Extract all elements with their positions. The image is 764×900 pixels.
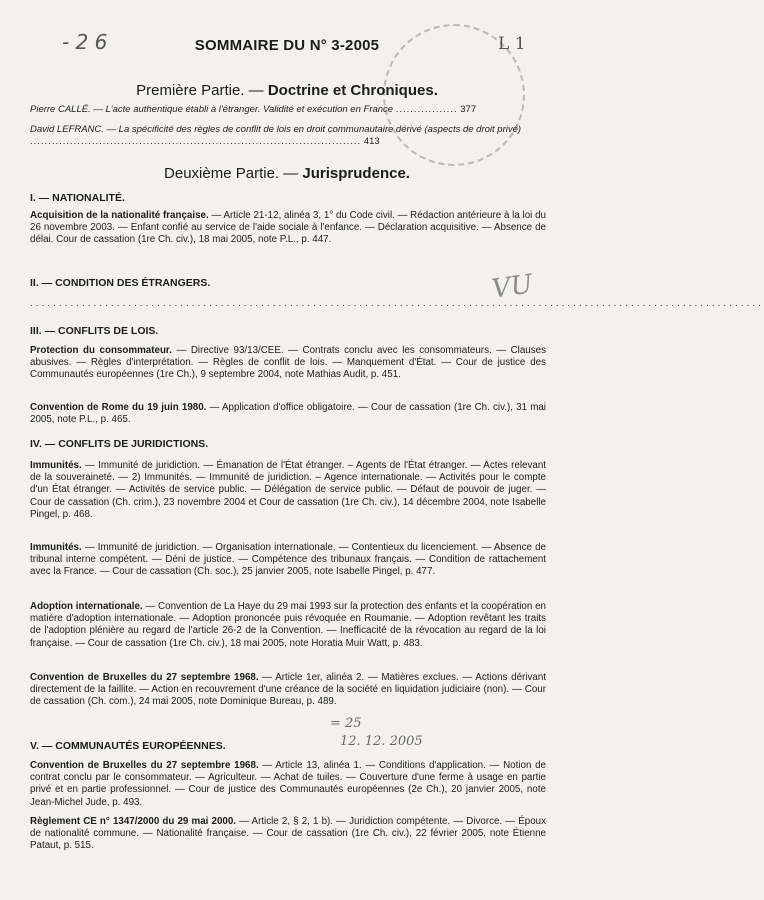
summary-entry: Immunités. — Immunité de juridiction. — Émanation de l'État étranger. – Agents de l'État étranger. — Actes relevant de la souveraineté. — 2) Immunités. — Immunité de juridiction. – Agence internationale. — Activités pour le compte d'un État étranger. — Activités de service public. — Délégation de service public. — Défaut de pouvoir de juger. — Cour de cassation (Ch. crim.), 23 novembre 2004 et Cour de cassation (1re Ch. civ.), 14 décembre 2004, note Isabelle Pingel, p. 468. xyxy=(30,460,546,520)
part-one-heading: Première Partie. — Doctrine et Chroniques. xyxy=(136,82,438,99)
summary-entry: Règlement CE n° 1347/2000 du 29 mai 2000. — Article 2, § 2, 1 b). — Juridiction compétente. — Divorce. — Époux de nationalité commune. — Nationalité française. — Cour de cassation (1re Ch. civ.), 22 février 2005, note Étienne Pataut, p. 515. xyxy=(30,816,546,852)
summary-entry: Protection du consommateur. — Directive 93/13/CEE. — Contrats conclu avec les consommateurs. — Clauses abusives. — Règles d'interprétation. — Règles de conflit de lois. — Manquement d'État. — Cour de justice des Communautés européennes (1re Ch.), 9 septembre 2004, note Mathias Audit, p. 451. xyxy=(30,345,546,381)
summary-entry: Acquisition de la nationalité française. — Article 21-12, alinéa 3, 1° du Code civil. — Rédaction antérieure à la loi du 26 novembre 2003. — Enfant confié au service de l'aide sociale à l'enfance. — Déclaration acquisitive. — Absence de délai. Cour de cassation (1re Ch. civ.), 18 mai 2005, note P.L., p. 447. xyxy=(30,210,546,246)
dotted-separator: ............................................................................................................................... xyxy=(30,298,764,309)
toc-entry: David LEFRANC. — La spécificité des règles de conflit de lois en droit communautaire dérivé (aspects de droit privé) ........................................................................................... 413 xyxy=(30,124,522,147)
section-heading: II. — CONDITION DES ÉTRANGERS. xyxy=(30,277,211,289)
handwritten-vu: VU xyxy=(490,269,535,305)
handwritten-note: = 25 xyxy=(330,716,362,731)
handwritten-tag: L 1 xyxy=(498,34,526,54)
handwritten-date: 12. 12. 2005 xyxy=(340,734,423,749)
toc-entry: Pierre CALLÉ. — L'acte authentique établi à l'étranger. Validité et exécution en France ................. 377 xyxy=(30,104,477,115)
summary-entry: Adoption internationale. — Convention de La Haye du 29 mai 1993 sur la protection des enfants et la coopération en matière d'adoption internationale. — Adoption prononcée puis révoquée en Roumanie. — Adoption revêtant les traits de l'adoption plénière au regard de l'article 26-2 de la Convention. — Inefficacité de la révocation au regard de la loi française. — Cour de cassation (1re Ch. civ.), 18 mai 2005, note Horatia Muir Watt, p. 483. xyxy=(30,601,546,649)
summary-entry: Convention de Bruxelles du 27 septembre 1968. — Article 1er, alinéa 2. — Matières exclues. — Actions dérivant directement de la faillite. — Action en recouvrement d'une créance de la société en liquidation judiciaire (non). — Cour de cassation (Ch. com.), 24 mai 2005, note Dominique Bureau, p. 489. xyxy=(30,672,546,708)
summary-entry: Convention de Bruxelles du 27 septembre 1968. — Article 13, alinéa 1. — Conditions d'application. — Notion de contrat conclu par le consommateur. — Agriculteur. — Achat de tuiles. — Couverture d'une ferme à usage en partie privé et en partie professionnel. — Cour de justice des Communautés européennes (2e Ch.), 20 janvier 2005, note Jean-Michel Jude, p. 493. xyxy=(30,760,547,808)
part-two-heading: Deuxième Partie. — Jurisprudence. xyxy=(164,165,410,182)
section-heading: I. — NATIONALITÉ. xyxy=(30,192,125,204)
handwritten-page-number: - 2 6 xyxy=(62,30,108,54)
summary-entry: Immunités. — Immunité de juridiction. — Organisation internationale. — Contentieux du licenciement. — Absence de tribunal interne compétent. — Déni de justice. — Compétence des tribunaux français. — Condition de rattachement avec la France. — Cour de cassation (Ch. soc.), 25 janvier 2005, note Isabelle Pingel, p. 477. xyxy=(30,542,546,578)
section-heading: IV. — CONFLITS DE JURIDICTIONS. xyxy=(30,438,209,450)
section-heading: V. — COMMUNAUTÉS EUROPÉENNES. xyxy=(30,740,226,752)
summary-entry: Convention de Rome du 19 juin 1980. — Application d'office obligatoire. — Cour de cassation (1re Ch. civ.), 31 mai 2005, note P.L., p. 465. xyxy=(30,402,546,426)
section-heading: III. — CONFLITS DE LOIS. xyxy=(30,325,159,337)
summary-title: SOMMAIRE DU N° 3-2005 xyxy=(194,37,380,54)
